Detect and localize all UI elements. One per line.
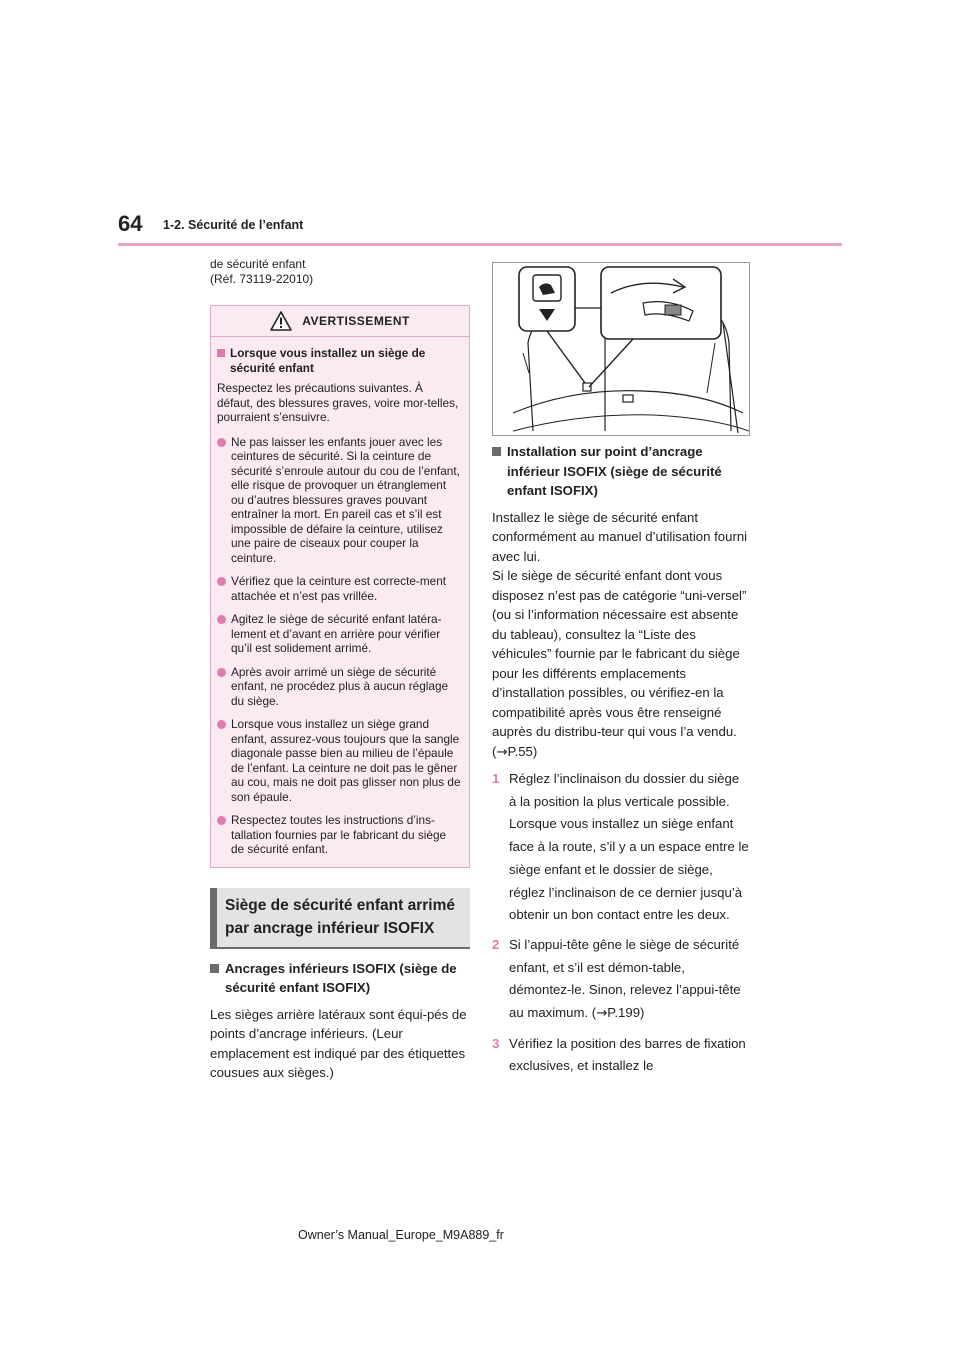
- footer-text: Owner’s Manual_Europe_M9A889_fr: [298, 1228, 504, 1242]
- circle-bullet-icon: [217, 438, 226, 447]
- page-reference-link[interactable]: P.55: [507, 743, 533, 759]
- isofix-anchor-illustration: [492, 262, 750, 436]
- installation-para-2: [492, 566, 750, 762]
- warning-header: [211, 306, 469, 337]
- warning-body: [211, 337, 469, 867]
- continuation-line-2: (Réf. 73119-22010): [210, 272, 314, 286]
- step-text-end: ): [640, 1005, 645, 1021]
- warning-bullet: [217, 717, 461, 804]
- continuation-line-1: de sécurité enfant: [210, 257, 306, 271]
- header-rule: [118, 243, 842, 246]
- step-text: Vérifiez la position des barres de fixation exclusives, et installez le: [509, 1035, 746, 1074]
- page-reference-link[interactable]: P.199: [607, 1005, 641, 1021]
- square-bullet-icon: [492, 447, 501, 456]
- step-item: [492, 1033, 750, 1078]
- warning-bullet-text: Vérifiez que la ceinture est correcte-ment attachée et n’est pas vrillée.: [231, 574, 447, 603]
- step-number: 3: [492, 1035, 500, 1051]
- circle-bullet-icon: [217, 720, 226, 729]
- step-text: Si l’appui-tête gêne le siège de sécurité enfant, et s’il est démon-table, démontez-le. Sinon, relevez l’appui-tête au maximum. (: [509, 936, 741, 1021]
- page-ref-arrow-icon: →: [596, 1006, 608, 1022]
- step-item: [492, 934, 750, 1026]
- section-heading: Siège de sécurité enfant arrimé par ancrage inférieur ISOFIX: [210, 888, 470, 949]
- subsection-isofix-anchors: [210, 959, 470, 1083]
- installation-para-2-text: Si le siège de sécurité enfant dont vous disposez n’est pas de catégorie “uni-versel” (ou si l’information nécessaire est absente du tableau), consultez la “Liste des véhicules” fournie par le fabricant du siège pour les différents emplacements d’installation possibles, ou vérifiez-en la compatibilité après vous être renseigné auprès du distribu-teur qui vous l’a vendu. (: [492, 568, 747, 759]
- square-bullet-icon: [210, 964, 219, 973]
- warning-triangle-icon: [270, 311, 292, 331]
- circle-bullet-icon: [217, 615, 226, 624]
- left-column: [210, 257, 470, 1083]
- subsection-isofix-installation: [492, 442, 750, 762]
- right-column: [492, 262, 750, 1085]
- step-item: [492, 768, 750, 927]
- step-text: Réglez l’inclinaison du dossier du siège à la position la plus verticale possible. Lorsque vous installez un siège enfant face à la route, s’il y a un espace entre le siège enfant et le dossier de siège, réglez l’inclinaison de ce dernier jusqu’à obtenir un bon contact entre les deux.: [509, 771, 749, 923]
- warning-heading-text: Lorsque vous installez un siège de sécurité enfant: [230, 346, 426, 375]
- rear-seat-drawing: [493, 263, 749, 435]
- warning-bullet-text: Agitez le siège de sécurité enfant latéra-lement et d’avant en arrière pour vérifier qu’il est solidement arrimé.: [231, 612, 442, 655]
- warning-bullet-list: [217, 435, 461, 857]
- step-number: 1: [492, 771, 500, 786]
- circle-bullet-icon: [217, 577, 226, 586]
- warning-bullet: [217, 612, 461, 656]
- warning-bullet-text: Respectez toutes les instructions d’ins-tallation fournies par le fabricant du siège de sécurité enfant.: [231, 813, 447, 856]
- warning-bullet-text: Ne pas laisser les enfants jouer avec les ceintures de sécurité. Si la ceinture de sécurité s’enroule autour du cou de l’enfant, elle risque de provoquer un étranglement ou d’autres blessures graves pouvant entraîner la mort. En pareil cas et s’il est impossible de défaire la ceinture, utilisez une paire de ciseaux pour couper la ceinture.: [231, 434, 460, 565]
- warning-bullet: [217, 665, 461, 709]
- warning-bullet-text: Après avoir arrimé un siège de sécurité enfant, ne procédez plus à aucun réglage du siège.: [231, 664, 449, 708]
- subsection-heading: [210, 959, 470, 998]
- section-title: 1-2. Sécurité de l’enfant: [163, 218, 304, 232]
- installation-para-1: Installez le siège de sécurité enfant conformément au manuel d’utilisation fourni avec lui.: [492, 509, 748, 564]
- warning-box: [210, 305, 470, 868]
- page-number: 64: [118, 211, 143, 236]
- warning-bullet-text: Lorsque vous installez un siège grand enfant, assurez-vous toujours que la sangle diagonale passe bien au milieu de l’épaule de l’enfant. La ceinture ne doit pas le gêner au cou, mais ne doit pas glisser non plus de son épaule.: [231, 717, 461, 804]
- step-content: [509, 934, 750, 1026]
- warning-bullet: [217, 435, 461, 566]
- circle-bullet-icon: [217, 816, 226, 825]
- subsection-heading-text: Installation sur point d’ancrage inférieur ISOFIX (siège de sécurité enfant ISOFIX): [507, 444, 722, 498]
- subsection-heading-text: Ancrages inférieurs ISOFIX (siège de sécurité enfant ISOFIX): [225, 960, 457, 995]
- warning-label: AVERTISSEMENT: [302, 314, 410, 328]
- warning-bullet: [217, 813, 461, 857]
- warning-bullet: [217, 574, 461, 603]
- subsection-body: Les sièges arrière latéraux sont équi-pés de points d’ancrage inférieurs. (Leur emplacement est indiqué par des étiquettes cousues aux sièges.): [210, 1006, 467, 1080]
- subsection-heading: [492, 442, 750, 501]
- circle-bullet-icon: [217, 668, 226, 677]
- installation-para-2-end: ): [532, 743, 538, 759]
- warning-intro: Respectez les précautions suivantes. À défaut, des blessures graves, voire mor-telles, pourraient s’ensuivre.: [217, 381, 459, 424]
- page-ref-arrow-icon: →: [496, 744, 508, 760]
- installation-steps: [492, 768, 750, 1078]
- step-number: 2: [492, 936, 500, 952]
- continuation-text: [210, 257, 470, 287]
- square-bullet-icon: [217, 349, 225, 357]
- warning-heading: [217, 346, 461, 375]
